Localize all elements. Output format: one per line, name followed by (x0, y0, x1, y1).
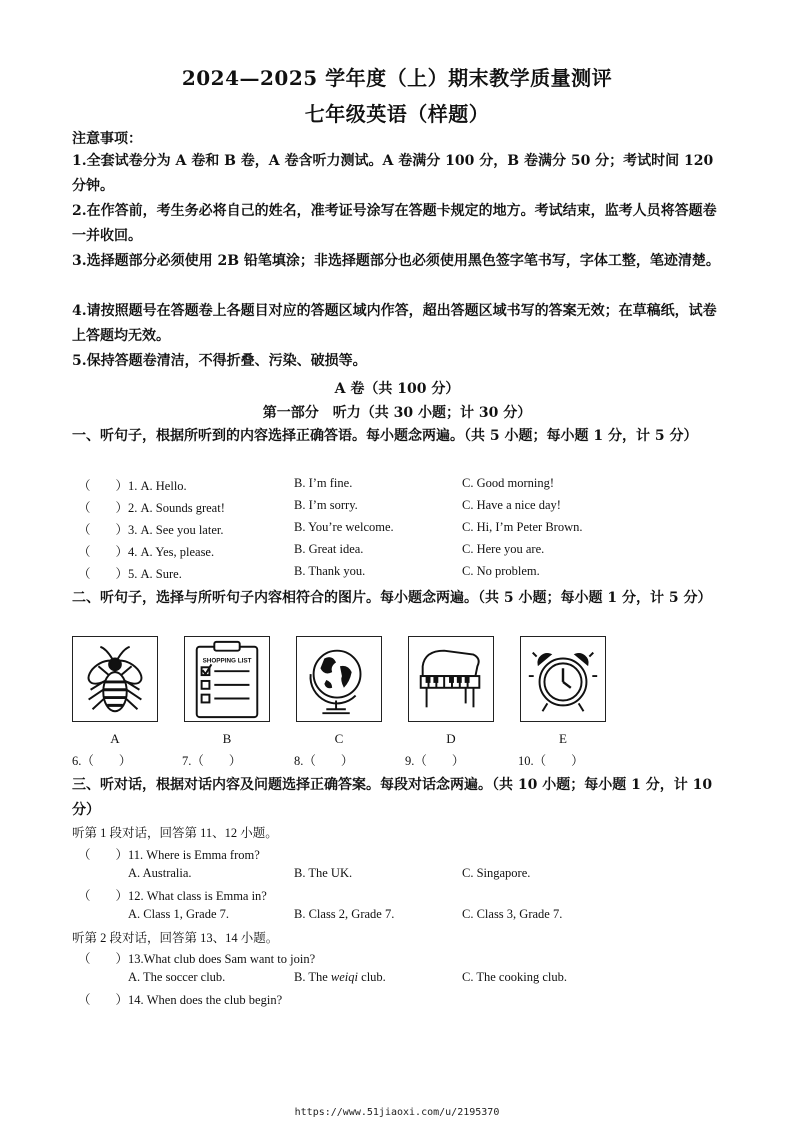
note-item-5: 5.保持答题卷清洁，不得折叠、污染、破损等。 (72, 353, 367, 369)
question-stem: （ ）12. What class is Emma in? (78, 889, 267, 903)
alarm-clock-icon (521, 637, 605, 721)
question-row (72, 564, 732, 584)
option-a: A. Class 1, Grade 7. (128, 907, 230, 921)
note-item-4: 4.请按照题号在答题卷上各题目对应的答题区域内作答，超出答题区域书写的答案无效；在草稿纸，试卷上答题均无效。 (72, 303, 717, 344)
question-row (72, 498, 732, 518)
option-b-prefix: B. The (294, 970, 331, 984)
question-stem: （ ）2. A. Sounds great! (78, 501, 225, 515)
footer-watermark: https://www.51jiaoxi.com/u/2195370 (294, 1107, 500, 1118)
option-c: C. Here you are. (462, 542, 545, 556)
part1-title: 第一部分 听力（共 30 小题；计 30 分） (262, 405, 532, 421)
option-b: B. Great idea. (294, 542, 364, 556)
paper-a-title: A 卷（共 100 分） (334, 381, 460, 397)
options-row (72, 866, 732, 886)
answer-blank-9: 9.（ ） (405, 754, 465, 768)
piano-icon (409, 637, 493, 721)
dialog1-note: 听第 1 段对话，回答第 11、12 小题。 (72, 826, 278, 840)
option-b (294, 970, 386, 985)
picture-letter: D (446, 731, 456, 746)
question-stem: （ ）1. A. Hello. (78, 479, 187, 493)
picture-letter: B (222, 731, 232, 746)
option-a: A. The soccer club. (128, 970, 226, 984)
picture-b-shopping-list (184, 636, 270, 722)
option-b: B. I’m sorry. (294, 498, 358, 512)
section3-instruction: 三、听对话，根据对话内容及问题选择正确答案。每段对话念两遍。（共 10 小题；每小题 1 分，计 10 分） (72, 777, 713, 818)
option-b-italic: weiqi (330, 970, 359, 984)
options-row (72, 970, 732, 990)
options-row (72, 907, 732, 927)
picture-a-bee (72, 636, 158, 722)
question-row (72, 542, 732, 562)
question-stem: （ ）13.What club does Sam want to join? (78, 952, 316, 966)
question-stem: （ ）5. A. Sure. (78, 567, 182, 581)
answer-blank-6: 6.（ ） (72, 754, 132, 768)
bee-icon (73, 637, 157, 721)
option-b: B. Thank you. (294, 564, 366, 578)
exam-title: 2024—2025 学年度（上）期末教学质量测评 (181, 66, 613, 90)
question-stem: （ ）4. A. Yes, please. (78, 545, 215, 559)
option-b: B. I’m fine. (294, 476, 353, 490)
option-c: C. Good morning! (462, 476, 555, 490)
option-b: B. The UK. (294, 866, 353, 880)
option-b-suffix: club. (358, 970, 386, 984)
picture-d-piano (408, 636, 494, 722)
exam-subtitle: 七年级英语（样题） (304, 102, 490, 126)
section1-instruction: 一、听句子，根据所听到的内容选择正确答语。每小题念两遍。（共 5 小题；每小题 1 分，计 5 分） (72, 428, 698, 444)
question-row (72, 845, 732, 865)
question-stem: （ ）3. A. See you later. (78, 523, 224, 537)
question-row (72, 520, 732, 540)
option-b: B. Class 2, Grade 7. (294, 907, 395, 921)
answer-blank-8: 8.（ ） (294, 754, 354, 768)
dialog2-note: 听第 2 段对话，回答第 13、14 小题。 (72, 931, 279, 945)
question-row (72, 886, 732, 906)
option-b: B. You’re welcome. (294, 520, 394, 534)
note-item-2: 2.在作答前，考生务必将自己的姓名，准考证号涂写在答题卡规定的地方。考试结束，监考人员将答题卷一并收回。 (72, 203, 717, 244)
question-stem: （ ）14. When does the club begin? (78, 993, 283, 1007)
picture-letter: C (334, 731, 344, 746)
question-row (72, 990, 732, 1010)
shopping-list-icon (185, 637, 269, 721)
option-c: C. Hi, I’m Peter Brown. (462, 520, 583, 534)
notes-heading: 注意事项： (72, 131, 142, 147)
section2-instruction: 二、听句子，选择与所听句子内容相符合的图片。每小题念两遍。（共 5 小题；每小题 1 分，计 5 分） (72, 590, 712, 606)
picture-e-alarm-clock (520, 636, 606, 722)
option-c: C. No problem. (462, 564, 540, 578)
question-stem: （ ）11. Where is Emma from? (78, 848, 260, 862)
question-row (72, 949, 732, 969)
note-item-3: 3.选择题部分必须使用 2B 铅笔填涂；非选择题部分也必须使用黑色签字笔书写，字体工整，笔迹清楚。 (72, 253, 720, 269)
note-item-1: 1.全套试卷分为 A 卷和 B 卷，A 卷含听力测试。A 卷满分 100 分，B 卷满分 50 分；考试时间 120 分钟。 (72, 153, 714, 194)
answer-blank-7: 7.（ ） (182, 754, 242, 768)
answer-blank-10: 10.（ ） (518, 754, 584, 768)
option-c: C. Have a nice day! (462, 498, 561, 512)
picture-c-globe (296, 636, 382, 722)
option-a: A. Australia. (128, 866, 192, 880)
option-c: C. Singapore. (462, 866, 531, 880)
option-c: C. The cooking club. (462, 970, 567, 984)
picture-letter: E (559, 731, 567, 746)
shopping-list-caption: SHOPPING LIST (202, 657, 252, 665)
question-row (72, 476, 732, 496)
picture-letter: A (110, 731, 120, 746)
globe-icon (297, 637, 381, 721)
option-c: C. Class 3, Grade 7. (462, 907, 563, 921)
